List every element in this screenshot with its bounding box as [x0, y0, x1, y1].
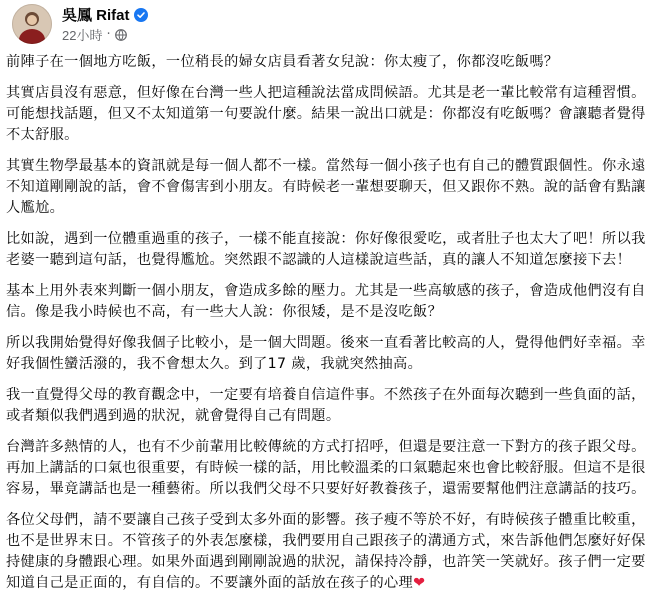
post-subinfo — [62, 26, 148, 44]
post-paragraph-9-text: 各位父母們，請不要讓自己孩子受到太多外面的影響。孩子瘦不等於不好，有時候孩子體重比較重，也不是世界末日。不管孩子的外表怎麼樣，我們要用自己跟孩子的溝通方式，來告訴他們怎麼好好保持健康的身體跟心理。如果外面遇到剛剛說過的狀況，請保持冷靜，也許笑一笑就好。孩子們一定要知道自己是正面的，有自信的。不要讓外面的話放在孩子的心理 — [6, 512, 646, 591]
author-name[interactable]: 吳鳳 Rifat — [62, 7, 130, 24]
globe-icon[interactable] — [115, 29, 127, 41]
post-paragraph-1: 前陣子在一個地方吃飯，一位稍長的婦女店員看著女兒說：你太瘦了，你都沒吃飯嗎？ — [6, 54, 559, 70]
post-paragraph-2: 其實店員沒有惡意，但好像在台灣一些人把這種說法當成問候語。尤其是老一輩比較常有這種習慣。可能想找話題，但又不太知道第一句要說什麼。結果一說出口就是：你都沒有吃飯嗎？會讓聽者覺得不太舒服。 — [6, 85, 646, 143]
separator-dot: · — [106, 27, 111, 42]
post-paragraph-9 — [6, 510, 658, 594]
post-meta — [62, 5, 148, 44]
post-header — [12, 2, 652, 46]
post-paragraph-5: 基本上用外表來判斷一個小朋友，會造成多餘的壓力。尤其是一些高敏感的孩子，會造成他們沒有自信。像是我小時候也不高，有一些大人說：你很矮，是不是沒吃飯？ — [6, 283, 646, 320]
post-body — [6, 52, 658, 601]
heart-icon: ❤ — [413, 575, 426, 591]
author-row — [62, 5, 148, 25]
post-paragraph-3: 其實生物學最基本的資訊就是每一個人都不一樣。當然每一個小孩子也有自己的體質跟個性。你永遠不知道剛剛說的話，會不會傷害到小朋友。有時候老一輩想要聊天，但又跟你不熟。說的話會有點讓人尷尬。 — [6, 158, 646, 216]
post-paragraph-7: 我一直覺得父母的教育觀念中，一定要有培養自信這件事。不然孩子在外面每次聽到一些負面的話，或者類似我們遇到過的狀況，就會覺得自己有問題。 — [6, 387, 646, 424]
verified-badge-icon — [134, 8, 148, 22]
post-paragraph-8: 台灣許多熱情的人，也有不少前輩用比較傳統的方式打招呼，但還是要注意一下對方的孩子跟父母。再加上講話的口氣也很重要，有時候一樣的話，用比較溫柔的口氣聽起來也會比較舒服。但這不是很容易，畢竟講話也是一種藝術。所以我們父母不只要好好教養孩子，還需要幫他們注意講話的技巧。 — [6, 439, 646, 497]
post-paragraph-6: 所以我開始覺得好像我個子比較小，是一個大問題。後來一直看著比較高的人，覺得他們好幸福。幸好我個性蠻活潑的，我不會想太久。到了17 歲，我就突然抽高。 — [6, 335, 646, 372]
avatar[interactable] — [12, 4, 52, 44]
post-timestamp[interactable]: 22小時 — [62, 28, 103, 43]
post-paragraph-4: 比如說，遇到一位體重過重的孩子，一樣不能直接說：你好像很愛吃，或者肚子也太大了吧！所以我老婆一聽到這句話，也覺得尷尬。突然跟不認識的人這樣說這些話，真的讓人不知道怎麼接下去！ — [6, 231, 646, 268]
